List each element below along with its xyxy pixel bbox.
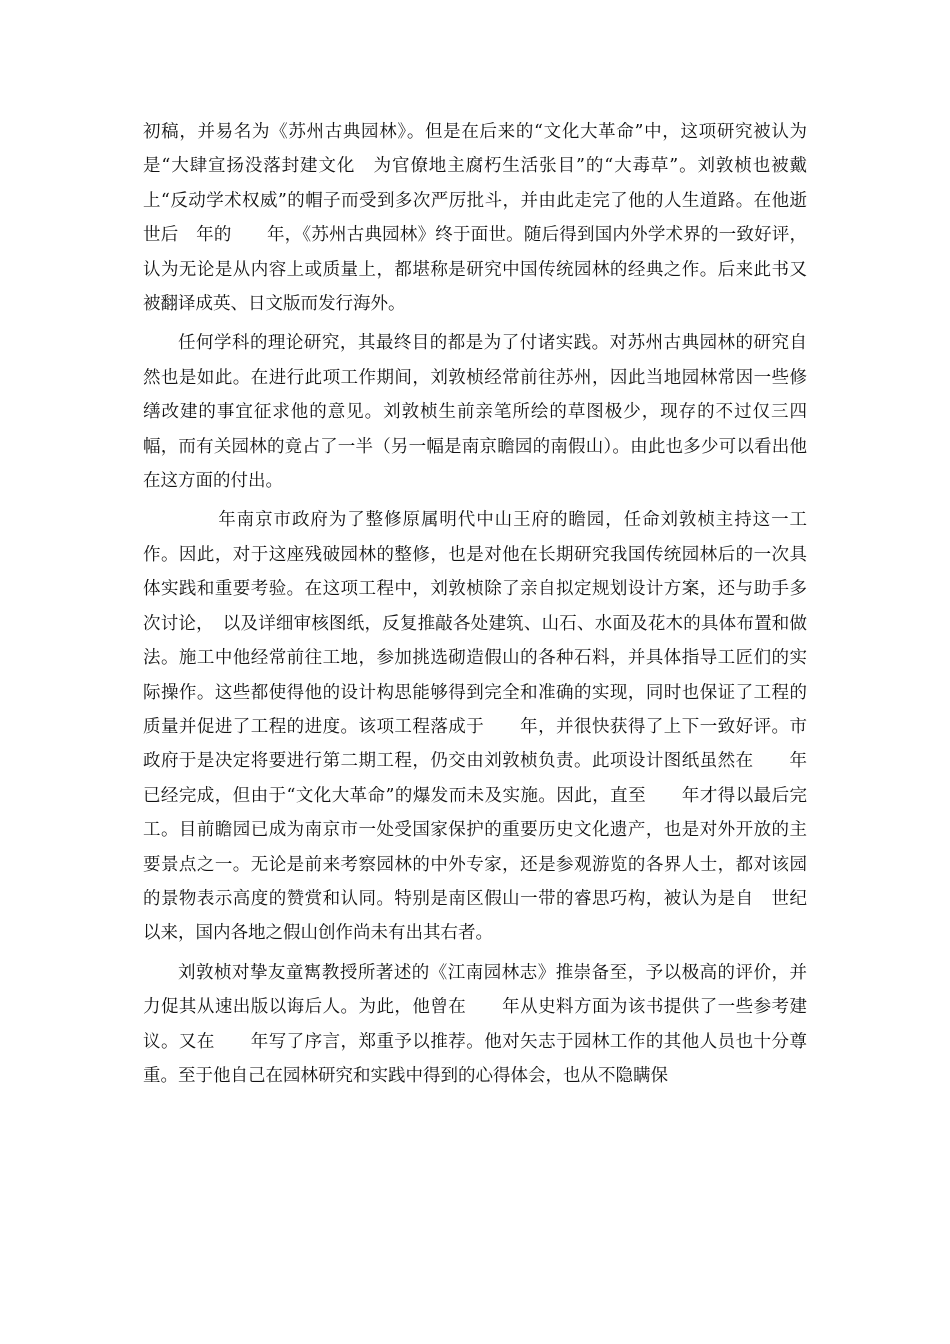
paragraph-continuation: 初稿，并易名为《苏州古典园林》。但是在后来的“文化大革命”中，这项研究被认为是“大肆宣扬没落封建文化 为官僚地主腐朽生活张目”的“大毒草”。刘敦桢也被戴上“反动学术权威”的帽子而受到多次严厉批斗，并由此走完了他的人生道路。在他逝世后 年的 年，《苏州古典园林》终于面世。随后得到国内外学术界的一致好评，认为无论是从内容上或质量上，都堪称是研究中国传统园林的经典之作。后来此书又被翻译成英、日文版而发行海外。 bbox=[143, 122, 807, 315]
paragraph-theory-practice: 任何学科的理论研究，其最终目的都是为了付诸实践。对苏州古典园林的研究自然也是如此。在进行此项工作期间，刘敦桢经常前往苏州，因此当地园林常因一些修缮改建的事宜征求他的意见。刘敦桢生前亲笔所绘的草图极少，现存的不过仅三四幅，而有关园林的竟占了一半（另一幅是南京瞻园的南假山）。由此也多少可以看出他在这方面的付出。 bbox=[143, 333, 807, 492]
paragraph-zhanyuan-restoration: 年南京市政府为了整修原属明代中山王府的瞻园，任命刘敦桢主持这一工作。因此，对于这座残破园林的整修，也是对他在长期研究我国传统园林后的一次具体实践和重要考验。在这项工程中，刘敦桢除了亲自拟定规划设计方案，还与助手多次讨论， 以及详细审核图纸，反复推敲各处建筑、山石、水面及花木的具体布置和做法。施工中他经常前往工地，参加挑选砌造假山的各种石料，并具体指导工匠们的实际操作。这些都使得他的设计构思能够得到完全和准确的实现，同时也保证了工程的质量并促进了工程的进度。该项工程落成于 年，并很快获得了上下一致好评。市政府于是决定将要进行第二期工程，仍交由刘敦桢负责。此项设计图纸虽然在 年已经完成，但由于“文化大革命”的爆发而未及实施。因此，直至 年才得以最后完工。目前瞻园已成为南京市一处受国家保护的重要历史文化遗产，也是对外开放的主要景点之一。无论是前来考察园林的中外专家，还是参观游览的各界人士，都对该园的景物表示高度的赞赏和认同。特别是南区假山一带的睿思巧构，被认为是自 世纪以来，国内各地之假山创作尚未有出其右者。 bbox=[143, 510, 807, 944]
body-text bbox=[143, 115, 807, 1098]
paragraph-jiangnan-gardens: 刘敦桢对挚友童寯教授所著述的《江南园林志》推崇备至，予以极高的评价，并力促其从速出版以诲后人。为此，他曾在 年从史料方面为该书提供了一些参考建议。又在 年写了序言，郑重予以推荐。他对矢志于园林工作的其他人员也十分尊重。至于他自己在园林研究和实践中得到的心得体会，也从不隐瞒保 bbox=[143, 962, 807, 1086]
